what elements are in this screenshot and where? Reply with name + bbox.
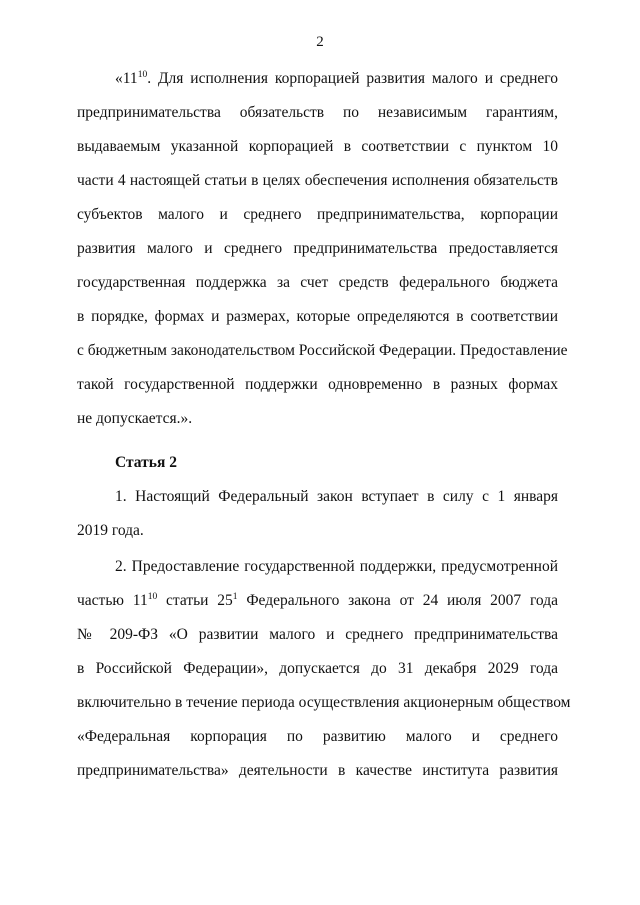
paragraph-line: не допускается.». [77,410,193,427]
paragraph-line: с бюджетным законодательством Российской Федерации. Предоставление [77,342,568,359]
paragraph-line [115,70,558,104]
superscript: 1 [232,591,238,602]
paragraph-line: предпринимательства обязательств по независимым гарантиям, [77,104,558,121]
paragraph-line: 2. Предоставление государственной поддержки, предусмотренной [115,558,558,575]
paragraph-line: № 209-ФЗ «О развитии малого и среднего предпринимательства [77,626,558,643]
text-fragment: Федерального закона от 24 июля 2007 года [237,592,558,609]
paragraph-line: 2019 года. [77,522,144,539]
text-fragment: частью 11 [77,592,148,609]
paragraph-line: части 4 настоящей статьи в целях обеспечения исполнения обязательств [77,172,558,189]
text-fragment: «11 [115,70,138,87]
paragraph-line [77,592,558,626]
paragraph-line: 1. Настоящий Федеральный закон вступает в силу с 1 января [115,488,558,505]
page-number: 2 [316,34,324,50]
superscript: 10 [137,69,148,80]
article-heading: Статья 2 [115,454,177,471]
paragraph-line: субъектов малого и среднего предпринимательства, корпорации [77,206,558,223]
paragraph-line: выдаваемым указанной корпорацией в соответствии с пунктом 10 [77,138,558,155]
superscript: 10 [147,591,158,602]
text-fragment: статьи 25 [157,592,233,609]
paragraph-line: в порядке, формах и размерах, которые определяются в соответствии [77,308,558,325]
paragraph-line: предпринимательства» деятельности в качестве института развития [77,762,558,779]
text-fragment: . Для исполнения корпорацией развития малого и среднего [147,70,558,87]
paragraph-line: такой государственной поддержки одновременно в разных формах [77,376,558,393]
paragraph-line: «Федеральная корпорация по развитию малого и среднего [77,728,558,745]
paragraph-line: государственная поддержка за счет средств федерального бюджета [77,274,558,291]
paragraph-line: в Российской Федерации», допускается до 31 декабря 2029 года [77,660,558,677]
paragraph-line: включительно в течение периода осуществления акционерным обществом [77,694,571,711]
paragraph-line: развития малого и среднего предпринимательства предоставляется [77,240,558,257]
